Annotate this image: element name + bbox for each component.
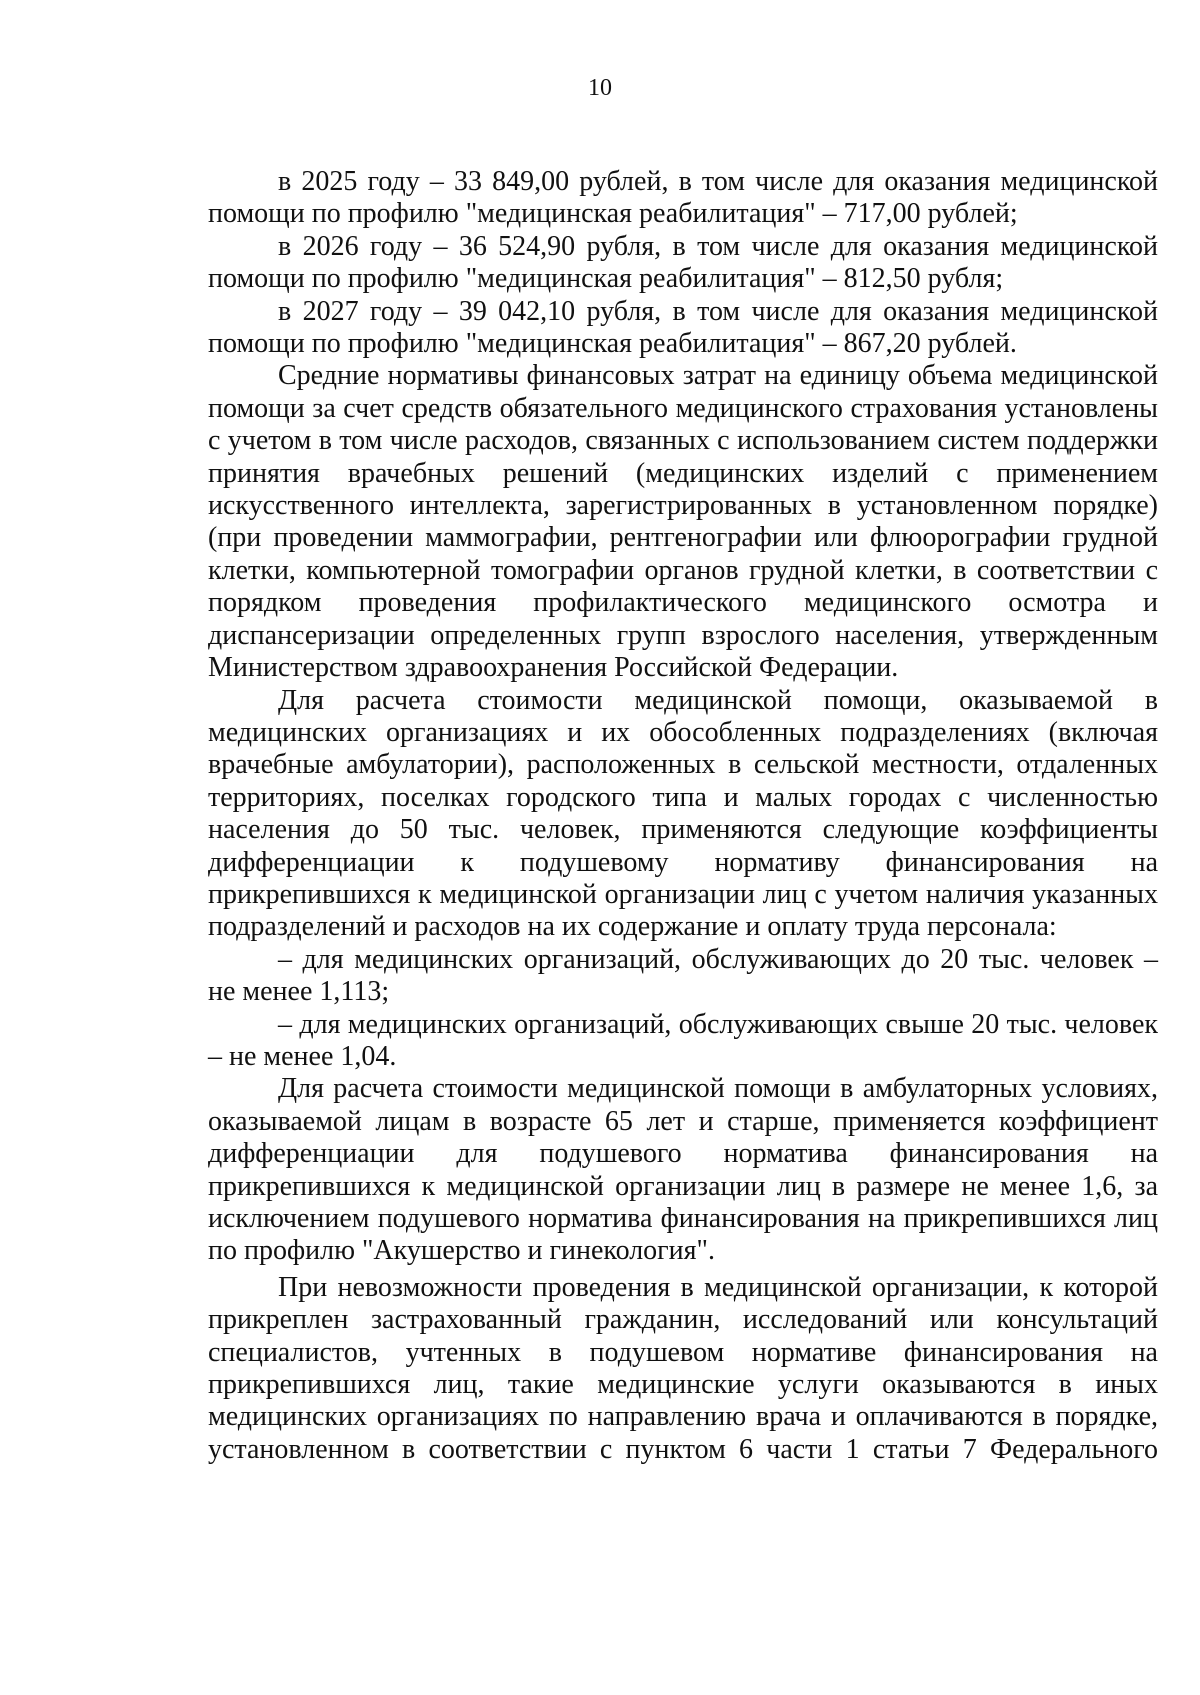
- paragraph-65-plus-coefficient: Для расчета стоимости медицинской помощи в амбулаторных условиях, оказываемой лицам в возрасте 65 лет и старше, применяется коэффициент дифференциации для подушевого норматива финансирования на прикрепившихся к медицинской организации лиц в размере не менее 1,6, за исключением подушевого норматива финансирования на прикрепившихся лиц по профилю "Акушерство и гинекология".: [208, 1073, 1158, 1267]
- paragraph-2027-rate: в 2027 году – 39 042,10 рубля, в том числе для оказания медицинской помощи по профилю "медицинская реабилитация" – 867,20 рублей.: [208, 295, 1158, 360]
- list-item-over-20k: – для медицинских организаций, обслуживающих свыше 20 тыс. человек – не менее 1,04.: [208, 1008, 1158, 1072]
- paragraph-referral-services: При невозможности проведения в медицинской организации, к которой прикреплен застрахованный гражданин, исследований или консультаций специалистов, учтенных в подушевом нормативе финансирования на прикрепившихся лиц, такие медицинские услуги оказываются в иных медицинских организациях по направлению врача и оплачиваются в порядке, установленном в соответствии с пунктом 6 части 1 статьи 7 Федерального: [208, 1271, 1158, 1465]
- paragraph-2025-rate: в 2025 году – 33 849,00 рублей, в том числе для оказания медицинской помощи по профилю "медицинская реабилитация" – 717,00 рублей;: [208, 166, 1158, 230]
- list-item-up-to-20k: – для медицинских организаций, обслуживающих до 20 тыс. человек – не менее 1,113;: [208, 943, 1158, 1008]
- paragraph-rural-coefficients: Для расчета стоимости медицинской помощи, оказываемой в медицинских организациях и их обособленных подразделениях (включая врачебные амбулатории), расположенных в сельской местности, отдаленных территориях, поселках городского типа и малых городах с численностью населения до 50 тыс. человек, применяются следующие коэффициенты дифференциации к подушевому нормативу финансирования на прикрепившихся к медицинской организации лиц с учетом наличия указанных подразделений и расходов на их содержание и оплату труда персонала:: [208, 684, 1158, 943]
- paragraph-average-standards: Средние нормативы финансовых затрат на единицу объема медицинской помощи за счет средств обязательного медицинского страхования установлены с учетом в том числе расходов, связанных с использованием систем поддержки принятия врачебных решений (медицинских изделий с применением искусственного интеллекта, зарегистрированных в установленном порядке) (при проведении маммографии, рентгенографии или флюорографии грудной клетки, компьютерной томографии органов грудной клетки, в соответствии с порядком проведения профилактического медицинского осмотра и диспансеризации определенных групп взрослого населения, утвержденным Министерством здравоохранения Российской Федерации.: [208, 360, 1158, 684]
- page-number: 10: [588, 75, 612, 101]
- document-body: [208, 166, 1158, 1466]
- paragraph-2026-rate: в 2026 году – 36 524,90 рубля, в том числе для оказания медицинской помощи по профилю "медицинская реабилитация" – 812,50 рубля;: [208, 230, 1158, 295]
